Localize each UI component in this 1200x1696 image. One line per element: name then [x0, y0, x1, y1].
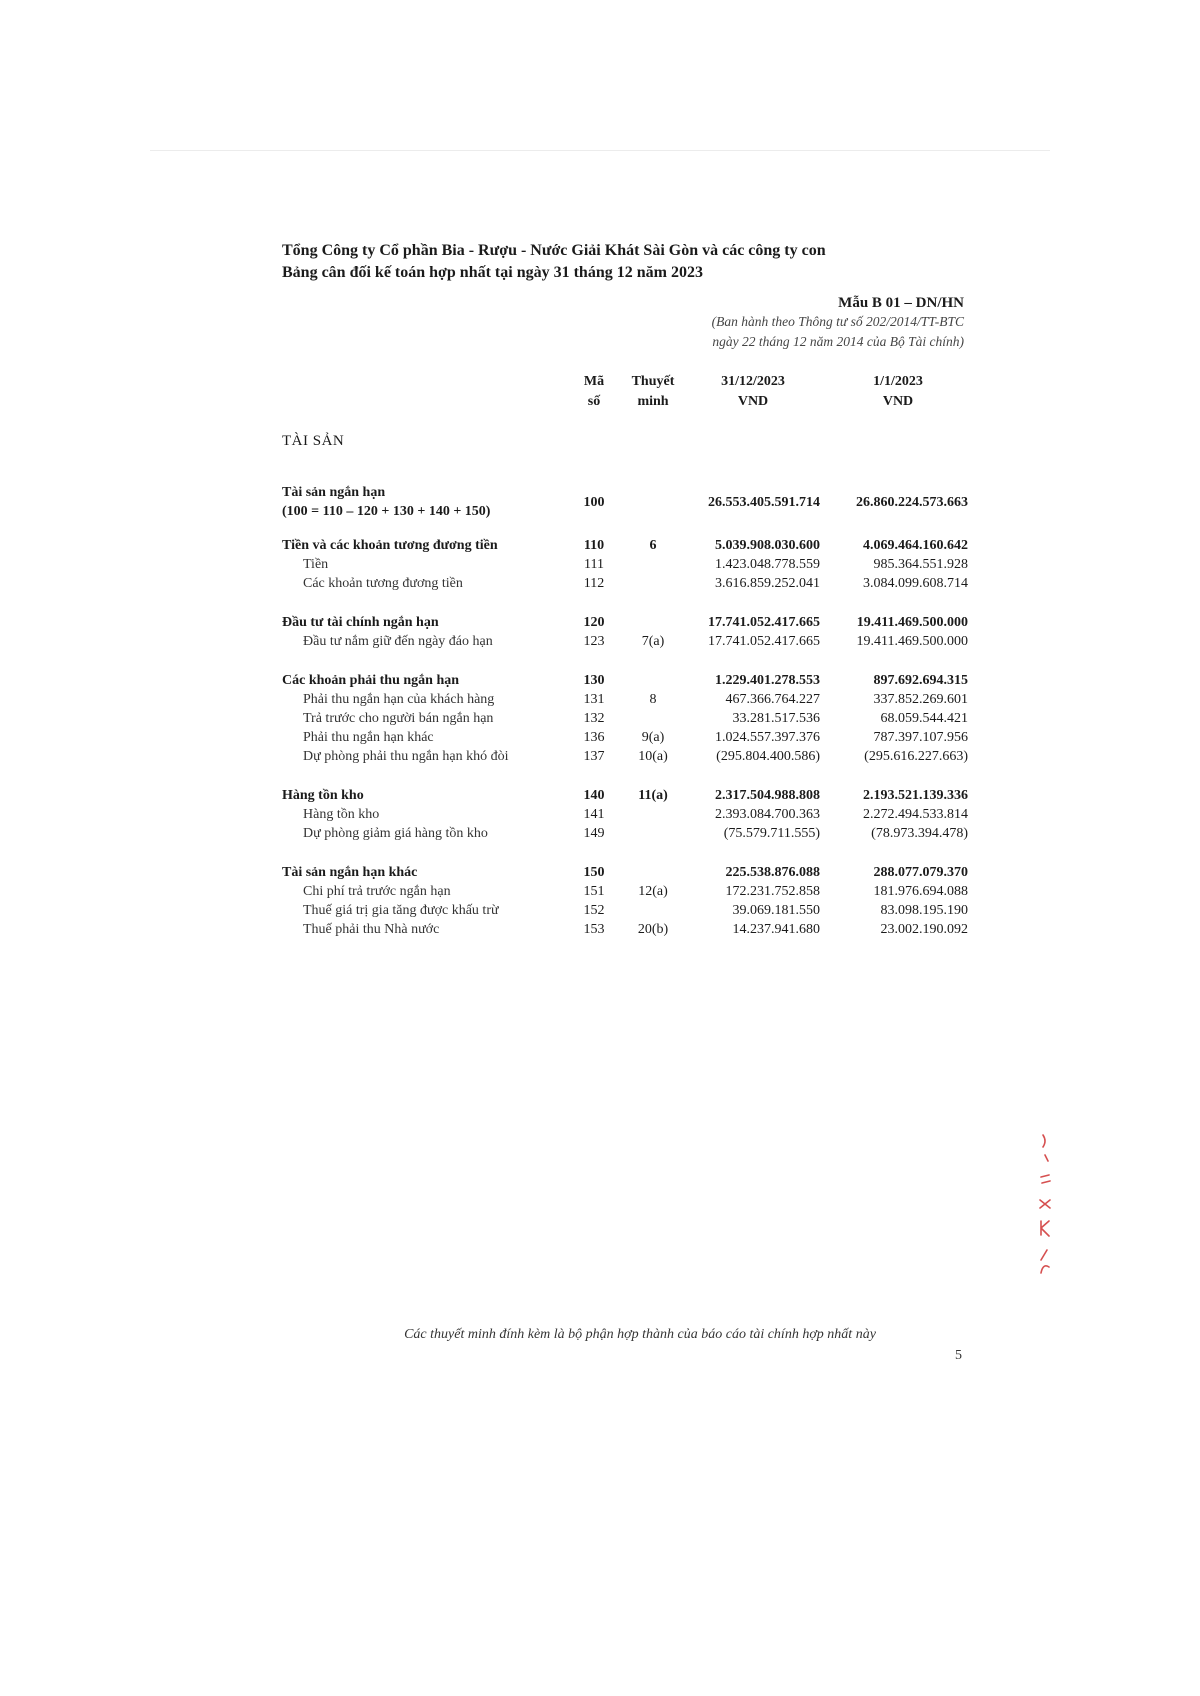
row-value-current: 3.616.859.252.041: [715, 576, 820, 591]
row-code: 132: [583, 711, 605, 726]
row-code: 112: [583, 576, 605, 591]
row-note: 10(a): [638, 749, 668, 764]
row-label: Đầu tư tài chính ngắn hạn: [282, 615, 439, 630]
statement-title: Bảng cân đối kế toán hợp nhất tại ngày 31 tháng 12 năm 2023: [282, 264, 703, 281]
row-note: 12(a): [638, 884, 668, 899]
row-label: Các khoản phải thu ngắn hạn: [282, 673, 460, 688]
row-code: 141: [583, 807, 605, 822]
row-label: Chi phí trả trước ngắn hạn: [303, 884, 451, 899]
row-code: 123: [583, 634, 605, 649]
table-row: [0, 747, 1200, 766]
footer-note-text: Các thuyết minh đính kèm là bộ phận hợp thành của báo cáo tài chính hợp nhất này: [404, 1327, 876, 1342]
row-value-current: 39.069.181.550: [732, 903, 820, 918]
row-value-current: 33.281.517.536: [732, 711, 820, 726]
row-code: 150: [583, 865, 605, 880]
row-value-prior: 4.069.464.160.642: [863, 538, 968, 553]
row-value-prior: 985.364.551.928: [873, 557, 968, 572]
table-row: [0, 824, 1200, 843]
row-label: Trả trước cho người bán ngắn hạn: [303, 711, 494, 726]
row-value-current: 2.317.504.988.808: [715, 788, 820, 803]
column-header-note-line-2: minh: [637, 394, 669, 409]
row-note: 11(a): [638, 788, 668, 803]
row-value-prior: (78.973.394.478): [871, 826, 968, 841]
row-code: 131: [583, 692, 605, 707]
column-header-note-line-1: Thuyết: [631, 374, 675, 389]
row-label: Hàng tồn kho: [303, 807, 380, 822]
table-row: [0, 863, 1200, 882]
row-note: 9(a): [641, 730, 665, 745]
row-value-prior: 68.059.544.421: [880, 711, 968, 726]
footer-note: [0, 1327, 1200, 1343]
column-header-current: [688, 372, 818, 412]
table-row: [0, 882, 1200, 901]
column-header-prior-date: 1/1/2023: [873, 374, 923, 389]
row-value-current: (295.804.400.586): [716, 749, 820, 764]
table-row: [0, 632, 1200, 651]
row-value-current: 172.231.752.858: [725, 884, 820, 899]
row-value-current: 467.366.764.227: [725, 692, 820, 707]
table-row: [0, 574, 1200, 593]
column-header-note: [622, 372, 684, 412]
row-value-current: 1.024.557.397.376: [715, 730, 820, 745]
row-value-prior: 181.976.694.088: [873, 884, 968, 899]
row-code: 120: [583, 615, 605, 630]
row-label: Dự phòng giảm giá hàng tồn kho: [303, 826, 488, 841]
table-row: [0, 786, 1200, 805]
table-row: [0, 728, 1200, 747]
table-row: [0, 709, 1200, 728]
column-header-prior-unit: VND: [882, 394, 914, 409]
table-row: [0, 805, 1200, 824]
column-header-prior: [828, 372, 968, 412]
row-code: 130: [583, 673, 605, 688]
row-value-prior: (295.616.227.663): [864, 749, 968, 764]
row-value-prior: 19.411.469.500.000: [856, 615, 968, 630]
column-header-current-date: 31/12/2023: [721, 374, 785, 389]
row-value-current: 225.538.876.088: [725, 865, 820, 880]
row-value-current: 1.423.048.778.559: [715, 557, 820, 572]
row-value-prior: 23.002.190.092: [880, 922, 968, 937]
table-row: [0, 901, 1200, 920]
row-label: Hàng tồn kho: [282, 788, 364, 803]
row-code: 152: [583, 903, 605, 918]
table-row: [0, 536, 1200, 555]
row-value-prior: 2.193.521.139.336: [863, 788, 968, 803]
table-row: [0, 690, 1200, 709]
form-reference: [712, 295, 964, 352]
row-value-current: 5.039.908.030.600: [715, 538, 820, 553]
row-value-current: 17.741.052.417.665: [708, 615, 820, 630]
row-value-prior: 2.272.494.533.814: [863, 807, 968, 822]
form-code: Mẫu B 01 – DN/HN: [838, 295, 964, 311]
row-code: 151: [583, 884, 605, 899]
handwritten-initials-mark: [1035, 1125, 1055, 1285]
table-row: [0, 555, 1200, 574]
form-note-line-2: ngày 22 tháng 12 năm 2014 của Bộ Tài chính): [712, 334, 964, 349]
row-label: Các khoản tương đương tiền: [303, 576, 463, 591]
row-code: 149: [583, 826, 605, 841]
row-code: 137: [583, 749, 605, 764]
row-value-current: (75.579.711.555): [723, 826, 820, 841]
row-code: 110: [583, 538, 605, 553]
row-code: 136: [583, 730, 605, 745]
row-code: 100: [583, 495, 605, 510]
row-label: Tài sản ngắn hạn khác: [282, 865, 418, 880]
row-value-prior: 26.860.224.573.663: [856, 495, 968, 510]
row-value-current: 26.553.405.591.714: [708, 495, 820, 510]
row-value-current: 2.393.084.700.363: [715, 807, 820, 822]
column-header-code: [578, 372, 610, 412]
column-header-code-line-2: số: [587, 394, 601, 409]
row-value-prior: 897.692.694.315: [873, 673, 968, 688]
row-value-prior: 337.852.269.601: [873, 692, 968, 707]
row-value-current: 14.237.941.680: [732, 922, 820, 937]
section-title-assets: TÀI SẢN: [282, 433, 345, 449]
row-label: Tiền và các khoản tương đương tiền: [282, 538, 498, 553]
row-value-prior: 288.077.079.370: [873, 865, 968, 880]
row-value-prior: 83.098.195.190: [880, 903, 968, 918]
column-header-code-line-1: Mã: [583, 374, 605, 389]
company-title: Tổng Công ty Cổ phần Bia - Rượu - Nước Giải Khát Sài Gòn và các công ty con: [282, 242, 826, 259]
row-note: 8: [649, 692, 657, 707]
row-value-current: 1.229.401.278.553: [715, 673, 820, 688]
column-header-current-unit: VND: [737, 394, 769, 409]
row-label-formula: (100 = 110 – 120 + 130 + 140 + 150): [282, 504, 491, 519]
row-label: Đầu tư nắm giữ đến ngày đáo hạn: [303, 634, 493, 649]
row-code: 140: [583, 788, 605, 803]
row-value-prior: 3.084.099.608.714: [863, 576, 968, 591]
table-row: [0, 613, 1200, 632]
row-value-prior: 787.397.107.956: [873, 730, 968, 745]
page-number: 5: [955, 1348, 962, 1363]
form-note-line-1: (Ban hành theo Thông tư số 202/2014/TT-BTC: [711, 314, 964, 329]
table-row: [0, 483, 1200, 521]
row-label: Phải thu ngắn hạn của khách hàng: [303, 692, 495, 707]
row-label: Dự phòng phải thu ngắn hạn khó đòi: [303, 749, 509, 764]
row-label: Thuế phải thu Nhà nước: [303, 922, 440, 937]
table-row: [0, 671, 1200, 690]
row-label: Tài sản ngắn hạn: [282, 485, 386, 500]
page-top-rule: [150, 150, 1050, 151]
row-note: 6: [649, 538, 657, 553]
row-code: 111: [584, 557, 604, 572]
table-row: [0, 920, 1200, 939]
row-label: Phải thu ngắn hạn khác: [303, 730, 434, 745]
row-note: 20(b): [637, 922, 669, 937]
row-label: Tiền: [303, 557, 329, 572]
row-code: 153: [583, 922, 605, 937]
row-label: Thuế giá trị gia tăng được khấu trừ: [303, 903, 499, 918]
row-note: 7(a): [641, 634, 665, 649]
row-value-current: 17.741.052.417.665: [708, 634, 820, 649]
row-value-prior: 19.411.469.500.000: [856, 634, 968, 649]
